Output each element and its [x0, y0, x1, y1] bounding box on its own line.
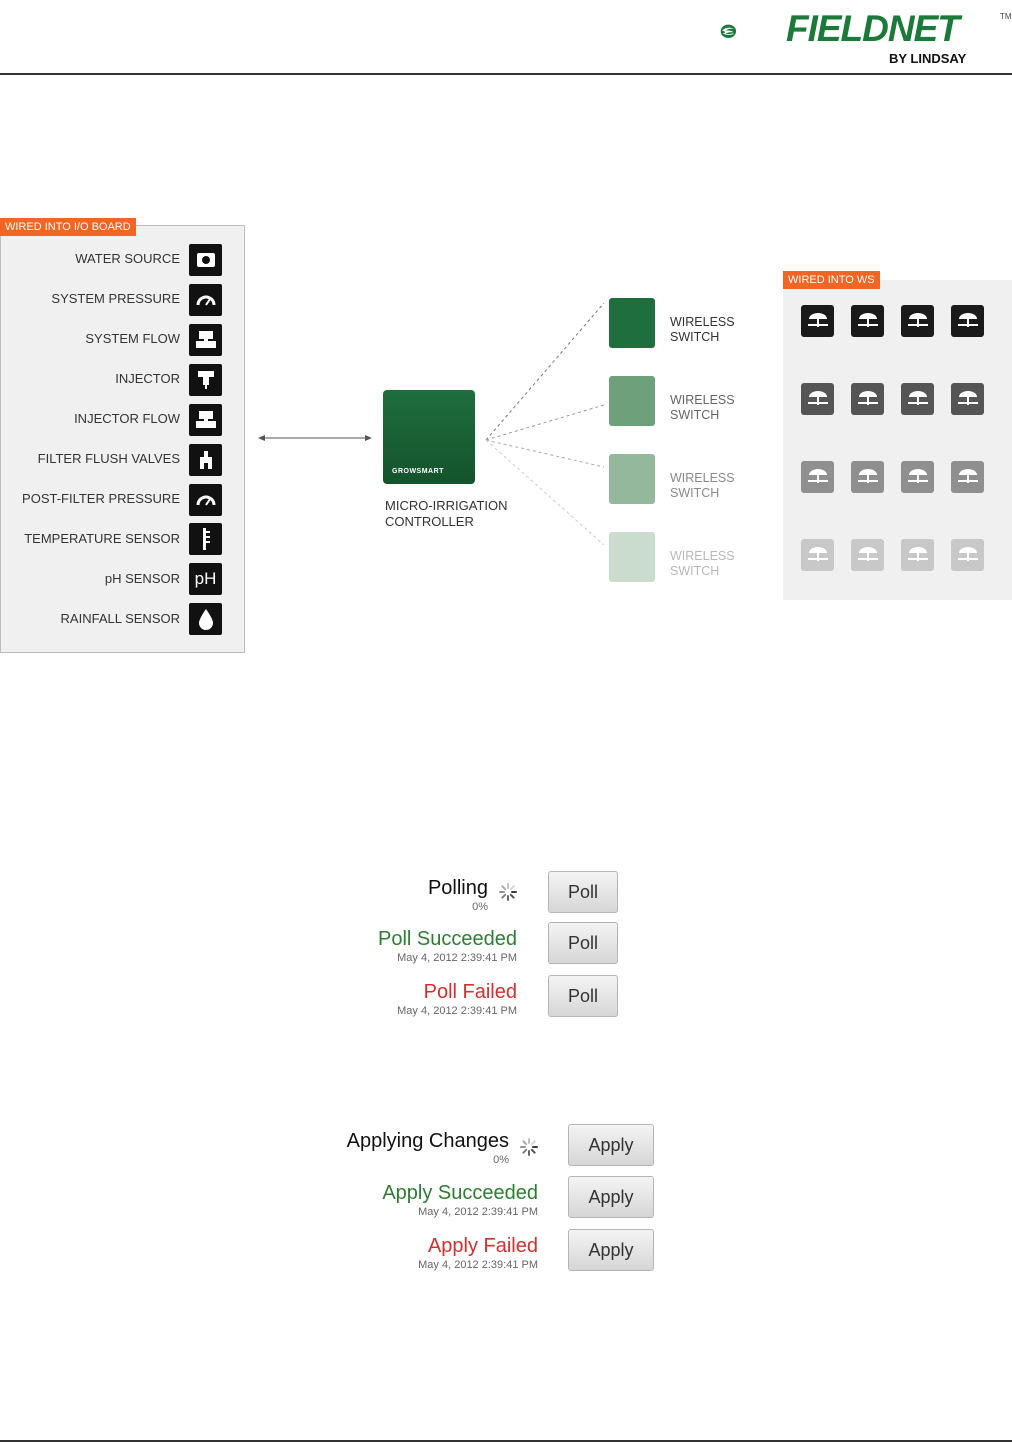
- wireless-switch-label-line1: WIRELESS: [670, 549, 735, 563]
- header-divider: [0, 73, 1012, 75]
- apply-succeeded-status: Apply Succeeded: [382, 1182, 538, 1204]
- wireless-switch-label-line2: SWITCH: [670, 486, 720, 500]
- footer-divider: [0, 1440, 1012, 1442]
- valve-icon: [901, 461, 934, 493]
- poll-failed-timestamp: May 4, 2012 2:39:41 PM: [397, 1005, 517, 1017]
- controller-label-line2: CONTROLLER: [385, 514, 474, 529]
- polling-progress: 0%: [472, 901, 488, 913]
- wireless-switch-label-line1: WIRELESS: [670, 393, 735, 407]
- io-label-system-pressure: SYSTEM PRESSURE: [51, 291, 180, 306]
- wireless-switch-device: [609, 376, 655, 426]
- io-label-injector-flow: INJECTOR FLOW: [74, 411, 180, 426]
- spinner-icon: [519, 1137, 539, 1157]
- wireless-switch-label: [670, 471, 735, 501]
- valve-icon: [951, 383, 984, 415]
- valve-icon: [801, 461, 834, 493]
- flow-meter-icon: [189, 324, 222, 356]
- apply-button[interactable]: Apply: [568, 1176, 654, 1218]
- wireless-switch-label-line2: SWITCH: [670, 408, 720, 422]
- valve-icon: [851, 305, 884, 337]
- brand-name: FIELDNET: [786, 8, 959, 49]
- wireless-switch-device: [609, 532, 655, 582]
- valve-icon: [951, 539, 984, 571]
- wireless-links: [484, 295, 614, 585]
- wireless-switch-label-line1: WIRELESS: [670, 471, 735, 485]
- apply-failed-status: Apply Failed: [427, 1235, 538, 1257]
- poll-button[interactable]: Poll: [548, 922, 618, 964]
- pressure-gauge-icon: [189, 484, 222, 516]
- ws-panel-tag: WIRED INTO WS: [783, 271, 880, 289]
- io-label-temperature-sensor: TEMPERATURE SENSOR: [24, 531, 180, 546]
- valve-icon: [801, 305, 834, 337]
- apply-button[interactable]: Apply: [568, 1124, 654, 1166]
- filter-valve-icon: [189, 444, 222, 476]
- poll-button[interactable]: Poll: [548, 975, 618, 1017]
- wireless-switch-label: [670, 549, 735, 579]
- pressure-gauge-icon: [189, 284, 222, 316]
- applying-status: Applying Changes: [346, 1130, 509, 1152]
- thermometer-icon: [189, 523, 222, 555]
- io-label-ph-sensor: pH SENSOR: [104, 571, 180, 586]
- wireless-switch-device: [609, 454, 655, 504]
- apply-button[interactable]: Apply: [568, 1229, 654, 1271]
- io-label-injector: INJECTOR: [115, 371, 180, 386]
- io-label-water-source: WATER SOURCE: [75, 251, 180, 266]
- valve-icon: [801, 539, 834, 571]
- apply-succeeded-timestamp: May 4, 2012 2:39:41 PM: [418, 1206, 538, 1218]
- raindrop-icon: [189, 603, 222, 635]
- valve-icon: [851, 461, 884, 493]
- controller-label-line1: MICRO-IRRIGATION: [385, 498, 508, 513]
- poll-succeeded-status: Poll Succeeded: [378, 928, 517, 950]
- io-board-tag: WIRED INTO I/O BOARD: [0, 218, 136, 236]
- spinner-icon: [498, 882, 518, 902]
- io-label-rainfall-sensor: RAINFALL SENSOR: [60, 611, 180, 626]
- valve-icon: [801, 383, 834, 415]
- io-label-post-filter-pressure: POST-FILTER PRESSURE: [22, 491, 180, 506]
- valve-icon: [951, 305, 984, 337]
- water-source-icon: [189, 244, 222, 276]
- applying-progress: 0%: [493, 1154, 509, 1166]
- valve-icon: [851, 539, 884, 571]
- wireless-switch-label: [670, 315, 735, 345]
- controller-brand: GROWSMART: [392, 468, 444, 475]
- wireless-switch-label-line1: WIRELESS: [670, 315, 735, 329]
- wireless-switch-label-line2: SWITCH: [670, 330, 720, 344]
- poll-failed-status: Poll Failed: [423, 981, 517, 1003]
- trademark: TM: [1000, 12, 1012, 21]
- valve-icon: [901, 383, 934, 415]
- fieldnet-logo-icon: [720, 0, 790, 64]
- poll-succeeded-timestamp: May 4, 2012 2:39:41 PM: [397, 952, 517, 964]
- apply-failed-timestamp: May 4, 2012 2:39:41 PM: [418, 1259, 538, 1271]
- io-label-system-flow: SYSTEM FLOW: [85, 331, 180, 346]
- valve-icon: [901, 539, 934, 571]
- brand-subtitle: BY LINDSAY: [889, 51, 967, 66]
- ph-icon: pH: [189, 563, 222, 595]
- wireless-switch-label: [670, 393, 735, 423]
- wireless-switch-device: [609, 298, 655, 348]
- injector-icon: [189, 364, 222, 396]
- flow-meter-icon: [189, 404, 222, 436]
- double-arrow-icon: [258, 430, 372, 446]
- valve-icon: [901, 305, 934, 337]
- io-label-filter-flush-valves: FILTER FLUSH VALVES: [37, 451, 180, 466]
- polling-status: Polling: [427, 877, 488, 899]
- poll-button[interactable]: Poll: [548, 871, 618, 913]
- valve-icon: [951, 461, 984, 493]
- valve-icon: [851, 383, 884, 415]
- wireless-switch-label-line2: SWITCH: [670, 564, 720, 578]
